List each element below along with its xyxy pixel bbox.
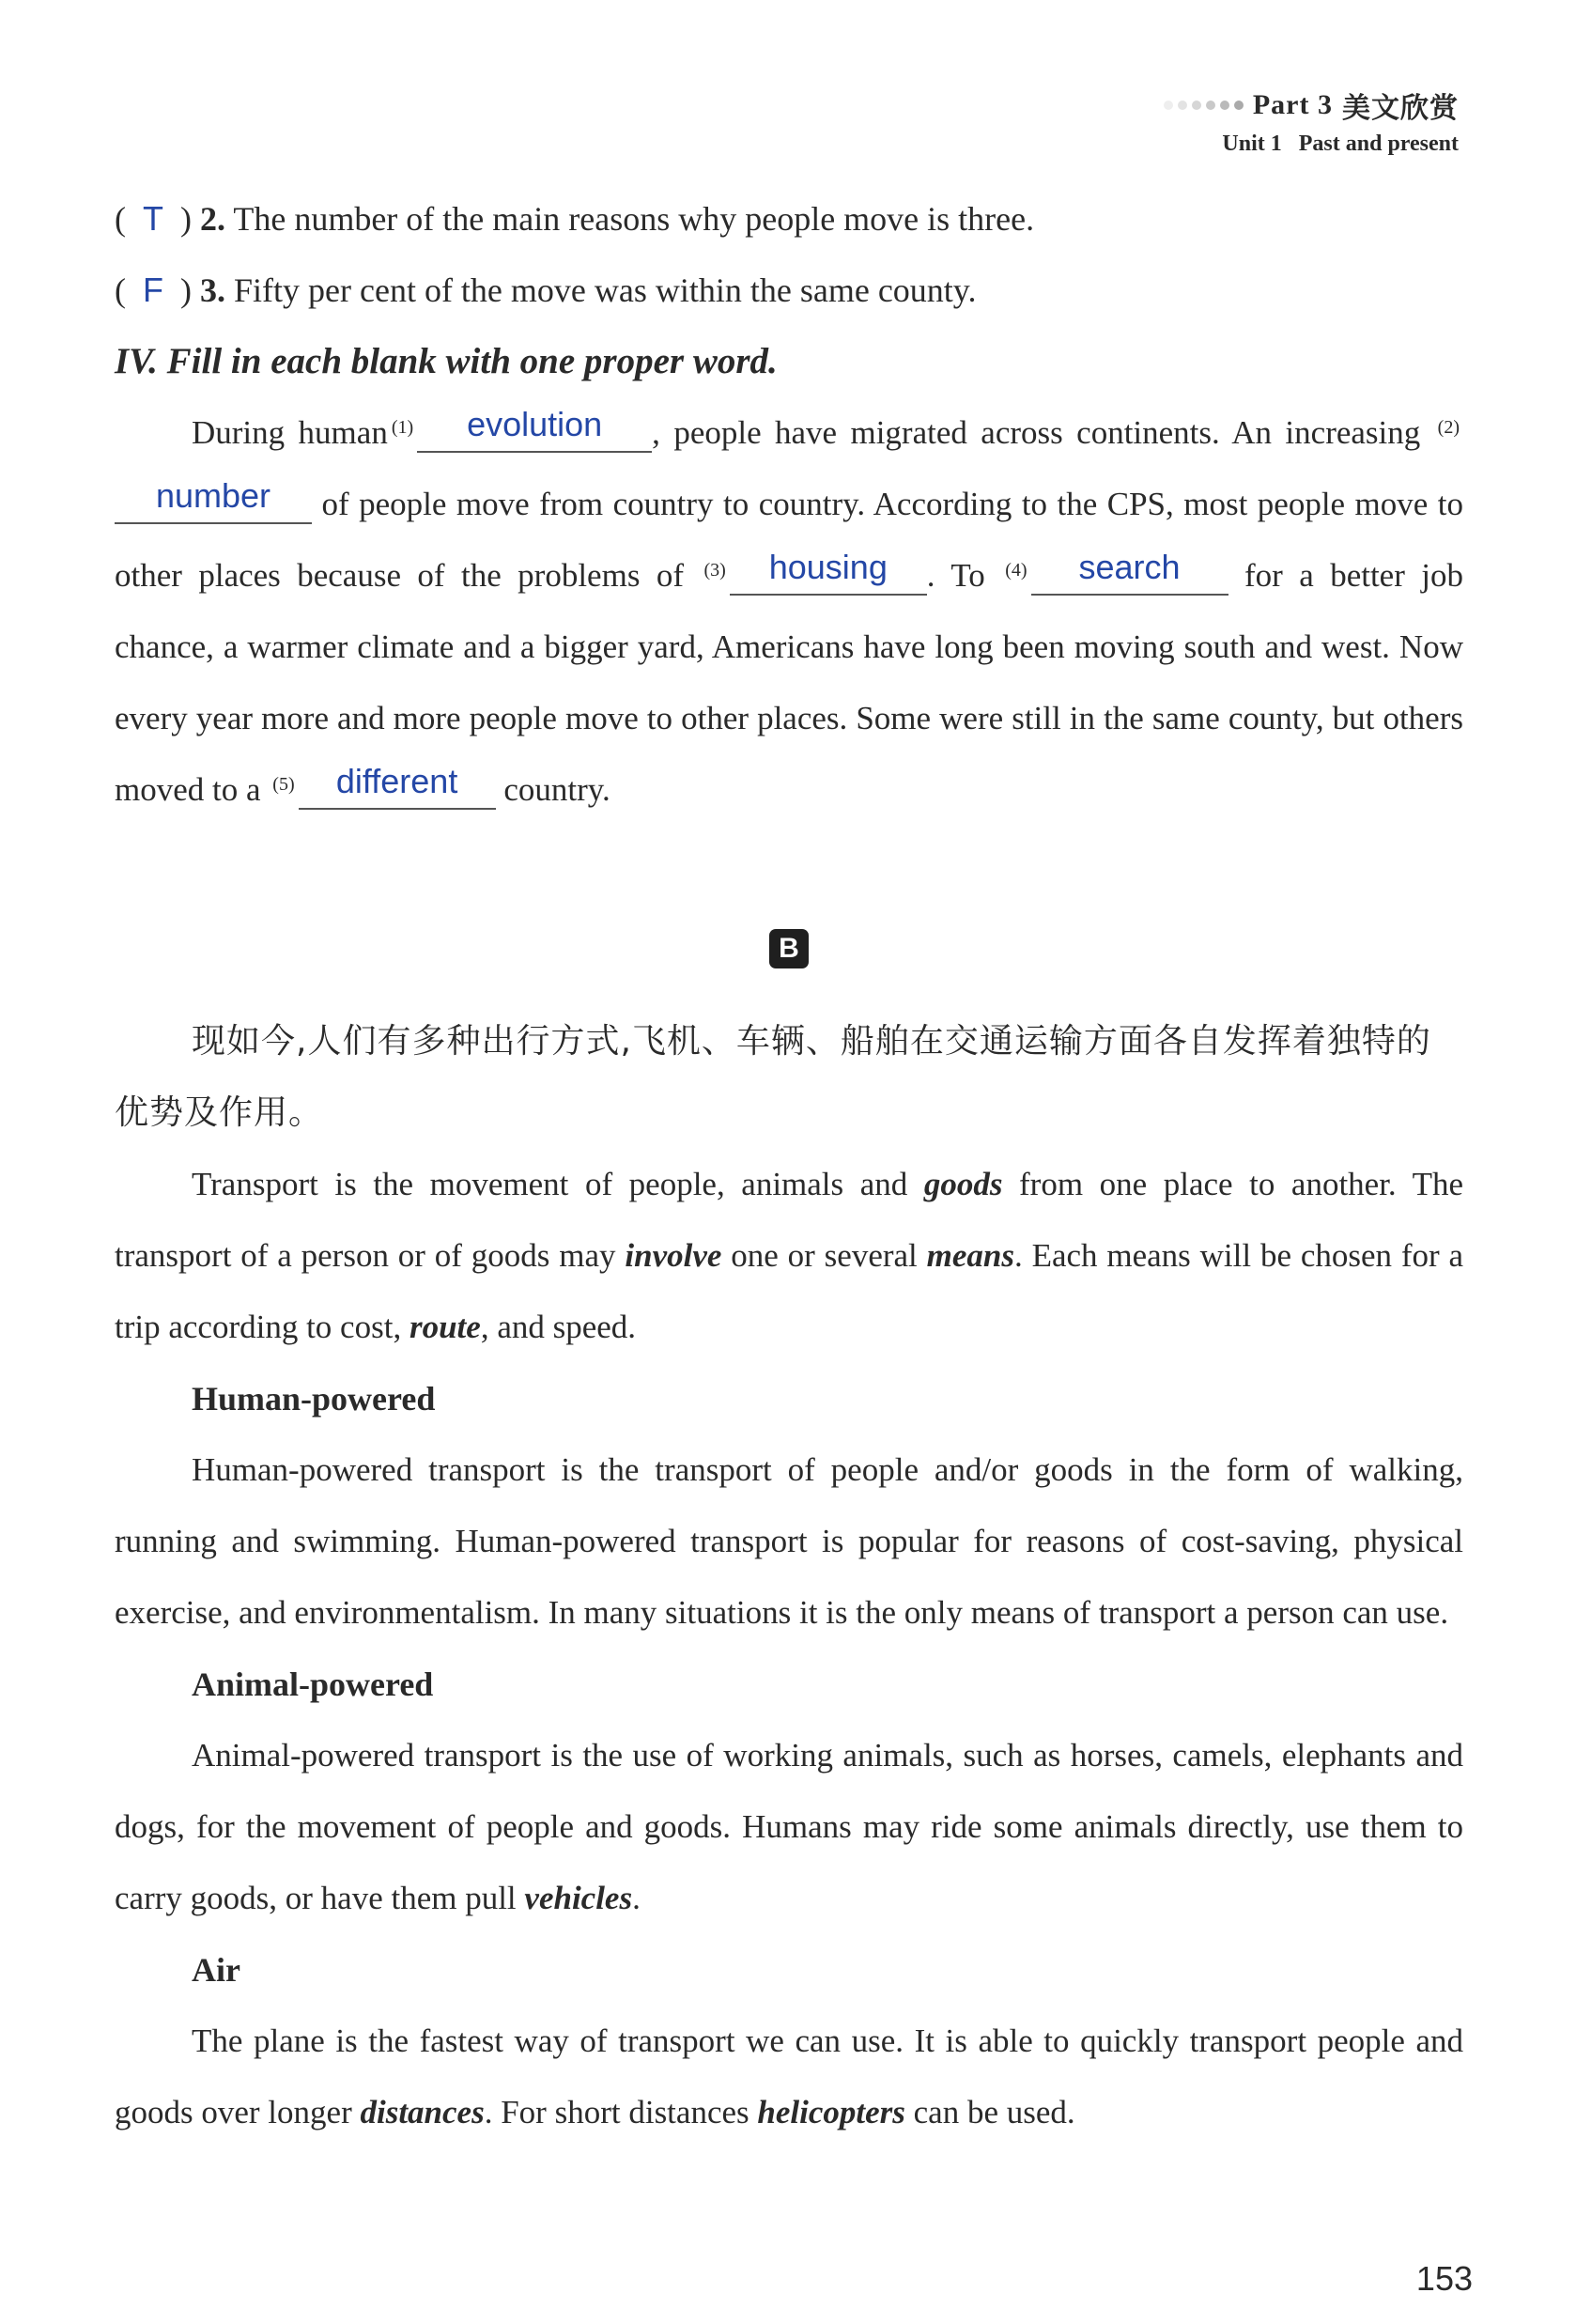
para-text: one or several: [731, 1237, 918, 1274]
cloze-text: During human: [192, 414, 388, 451]
true-false-item: ( T ) 2. The number of the main reasons why people move is three.: [115, 183, 1463, 255]
heading-animal-powered: Animal-powered: [192, 1666, 434, 1703]
paragraph-human-powered: Human-powered transport is the transport of people and/or goods in the form of walking, running and swimming. Human-powered transport is popular for reasons of cost-saving, physical exercise, and environmentalism. In many situations it is the only means of transport a person can use.: [115, 1451, 1463, 1631]
keyword: goods: [923, 1166, 1003, 1202]
section-4-title: IV. Fill in each blank with one proper word.: [115, 341, 778, 381]
para-text: .: [632, 1880, 641, 1916]
tf-number: 3.: [200, 271, 225, 309]
blank-number: (2): [1437, 417, 1460, 438]
cloze-paragraph: [115, 397, 1463, 826]
section-b-badge: B: [769, 929, 809, 968]
page-content: [115, 183, 1463, 2148]
page-number: 153: [1415, 2259, 1473, 2298]
keyword: means: [926, 1237, 1014, 1274]
para-text: . For short distances: [484, 2094, 749, 2130]
blank-3: housing: [730, 541, 927, 596]
decorative-dots-icon: [1164, 101, 1244, 110]
para-text: Transport is the movement of people, animals and: [192, 1166, 908, 1202]
tf-statement: The number of the main reasons why people move is three.: [233, 200, 1035, 238]
keyword: distances: [360, 2094, 485, 2130]
paragraph-transport: [115, 1149, 1463, 1363]
blank-number: (3): [703, 560, 726, 581]
para-text: Animal-powered transport is the use of working animals, such as horses, camels, elephants and dogs, for the movement of people and goods. Humans may ride some animals directly, use them to carry goods, or have them pull: [115, 1737, 1463, 1916]
paragraph-air: [115, 2006, 1463, 2148]
blank-2: number: [115, 470, 312, 524]
header-unit-line: [1164, 132, 1459, 157]
keyword: vehicles: [524, 1880, 633, 1916]
tf-statement: Fifty per cent of the move was within the same county.: [234, 271, 977, 309]
page-header: [1164, 85, 1459, 157]
header-title-cn: 美文欣赏: [1342, 92, 1459, 125]
blank-number: (4): [1005, 560, 1027, 581]
blank-1: evolution: [417, 398, 652, 453]
para-text: , and speed.: [480, 1309, 637, 1345]
para-text: from one place to another. The transport of a person or of goods may: [115, 1166, 1464, 1274]
tf-answer: T: [143, 199, 163, 238]
header-unit: Unit 1: [1222, 132, 1282, 156]
header-part-line: [1164, 85, 1459, 126]
blank-number: (5): [272, 774, 295, 795]
heading-air: Air: [192, 1951, 240, 1989]
blank-5: different: [299, 755, 496, 810]
tf-number: 2.: [200, 200, 225, 238]
para-text: . Each means will be chosen for a trip according to cost,: [115, 1237, 1464, 1345]
blank-number: (1): [391, 417, 414, 438]
cloze-text: for a better job chance, a warmer climate and a bigger yard, Americans have long been moving south and west. Now every year more and more people move to other places. Some were still in the same county, but others moved to a: [115, 557, 1464, 808]
cloze-text: of people move from country to country. According to the CPS, most people move to other places because of the problems of: [115, 486, 1464, 594]
header-unit-title: Past and present: [1298, 132, 1459, 156]
keyword: involve: [625, 1237, 722, 1274]
para-text: can be used.: [913, 2094, 1075, 2130]
tf-answer: F: [143, 271, 163, 309]
header-part: Part 3: [1252, 89, 1333, 120]
keyword: helicopters: [757, 2094, 905, 2130]
cloze-text: . To: [926, 557, 985, 594]
paragraph-animal-powered: [115, 1720, 1463, 1934]
cloze-text: country.: [503, 771, 610, 808]
para-text: The plane is the fastest way of transport we can use. It is able to quickly transport people and goods over longer: [115, 2022, 1463, 2130]
blank-4: search: [1031, 541, 1228, 596]
keyword: route: [409, 1309, 481, 1345]
true-false-item: ( F ) 3. Fifty per cent of the move was within the same county.: [115, 255, 1463, 326]
intro-chinese: 现如今,人们有多种出行方式,飞机、车辆、船舶在交通运输方面各自发挥着独特的优势及作用。: [115, 1022, 1431, 1132]
cloze-text: , people have migrated across continents. An increasing: [652, 414, 1421, 451]
heading-human-powered: Human-powered: [192, 1380, 436, 1418]
